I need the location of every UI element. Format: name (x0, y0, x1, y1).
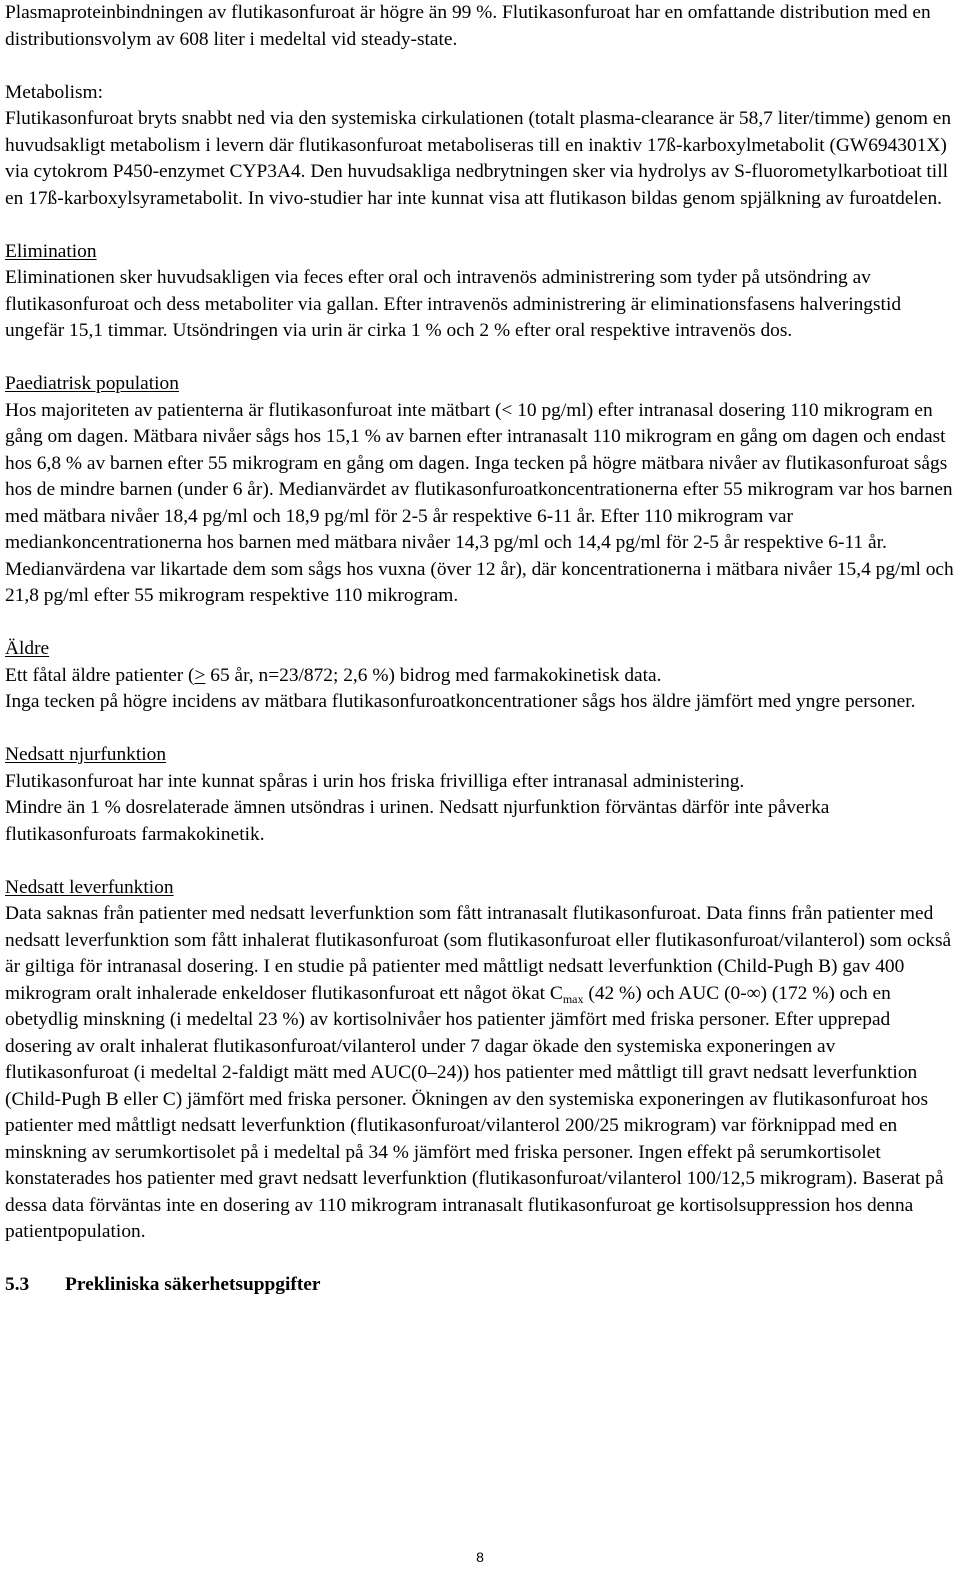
pediatric-paragraph: Hos majoriteten av patienterna är flutikasonfuroat inte mätbart (< 10 pg/ml) efter intranasal dosering 110 mikrogram en gång om dagen. Mätbara nivåer sågs hos 15,1 % av barnen efter intranasalt 110 mikrogram en gång om dagen och endast hos 6,8 % av barnen efter 55 mikrogram en gång om dagen. Inga tecken på högre mätbara nivåer av flutikasonfuroat sågs hos de mindre barnen (under 6 år). Medianvärdet av flutikasonfuroatkoncentrationerna efter 55 mikrogram var hos barnen med mätbara nivåer 18,4 pg/ml och 18,9 pg/ml för 2-5 år respektive 6-11 år. Efter 110 mikrogram var mediankoncentrationerna hos barnen med mätbara nivåer 14,3 pg/ml och 14,4 pg/ml för 2-5 år respektive 6-11 år. Medianvärdena var likartade dem som sågs hos vuxna (över 12 år), där koncentrationerna i mätbara nivåer 15,4 pg/ml och 21,8 pg/ml efter 55 mikrogram respektive 110 mikrogram. (5, 399, 954, 606)
greater-or-equal-sign: > (194, 664, 206, 686)
renal-line2: Mindre än 1 % dosrelaterade ämnen utsöndras i urinen. Nedsatt njurfunktion förväntas därför inte påverka flutikasonfuroats farmakokinetik. (5, 797, 830, 845)
spacer (5, 716, 955, 743)
elimination-paragraph: Eliminationen sker huvudsakligen via feces efter oral och intravenös administrering som tyder på utsöndring av flutikasonfuroat och dess metaboliter via gallan. Efter intravenös administrering är eliminationsfasens halveringstid ungefär 15,1 timmar. Utsöndringen via urin är cirka 1 % och 2 % efter oral respektive intravenös dos. (5, 267, 902, 341)
infinity-symbol: ∞ (746, 982, 761, 1004)
section-title: Prekliniska säkerhetsuppgifter (65, 1274, 321, 1295)
metabolism-paragraph: Flutikasonfuroat bryts snabbt ned via den systemiska cirkulationen (totalt plasma-clearance är 58,7 liter/timme) genom en huvudsakligt metabolism i levern där flutikasonfuroat metaboliseras till en inaktiv 17ß-karboxylmetabolit (GW694301X) via cytokrom P450-enzymet CYP3A4. Den huvudsakliga nedbrytningen sker via hydrolys av S-fluorometylkarbotioat till en 17ß-karboxylsyrametabolit. In vivo-studier har inte kunnat visa att flutikason bildas genom spjälkning av furoatdelen. (5, 108, 952, 209)
distribution-paragraph: Plasmaproteinbindningen av flutikasonfuroat är högre än 99 %. Flutikasonfuroat har en omfattande distribution med en distributionsvolym av 608 liter i medeltal vid steady-state. (5, 2, 931, 50)
elderly-line1-end: 65 år, n=23/872; 2,6 %) bidrog med farmakokinetisk data. (205, 664, 662, 686)
renal-line1: Flutikasonfuroat har inte kunnat spåras i urin hos friska frivilliga efter intranasal administering. (5, 770, 745, 792)
page-number: 8 (476, 1549, 484, 1565)
spacer (5, 212, 955, 239)
elderly-heading: Äldre (5, 638, 50, 659)
hepatic-heading: Nedsatt leverfunktion (5, 876, 174, 898)
spacer (5, 610, 955, 637)
spacer (5, 848, 955, 875)
elderly-line1-start: Ett fåtal äldre patienter ( (5, 664, 195, 686)
document-page (5, 0, 955, 1299)
elderly-line2: Inga tecken på högre incidens av mätbara flutikasonfuroatkoncentrationer sågs hos äldre jämfört med yngre personer. (5, 691, 916, 712)
metabolism-heading: Metabolism: (5, 81, 104, 103)
pediatric-heading: Paediatrisk population (5, 373, 179, 394)
section-heading (5, 1272, 955, 1299)
spacer (5, 53, 955, 80)
hepatic-text-end: ) (172 %) och en obetydlig minskning (i medeltal 23 %) av kortisolnivåer hos patienter jämfört med friska personer. Efter upprepad dosering av oralt inhalerat flutikasonfuroat/vilanterol under 7 dagar ökade den systemiska exponeringen av flutikasonfuroat (i medeltal 2-faldigt mätt med AUC(0–24)) hos patienter med måttligt till gravt nedsatt leverfunktion (Child-Pugh B eller C) jämfört med friska personer. Ökningen av den systemiska exponeringen av flutikasonfuroat hos patienter med måttligt nedsatt leverfunktion (flutikasonfuroat/vilanterol 200/25 mikrogram) var förknippad med en minskning av serumkortisolet på i medeltal på 34 % jämfört med friska personer. Ingen effekt på serumkortisolet konstaterades hos patienter med gravt nedsatt leverfunktion (flutikasonfuroat/vilanterol 100/12,5 mikrogram). Baserat på dessa data förväntas inte en dosering av 110 mikrogram intranasalt flutikasonfuroat ge kortisolsuppression hos denna patientpopulation. (5, 982, 944, 1242)
hepatic-text-start: Data saknas från patienter med nedsatt leverfunktion som fått intranasalt flutikasonfuroat. Data finns från patienter med nedsatt leverfunktion som fått inhalerat flutikasonfuroat (som flutikasonfuroat eller flutikasonfuroat/vilanterol) som också är giltiga för intranasal dosering. I en studie på patienter med måttligt nedsatt leverfunktion (Child-Pugh B) gav 400 mikrogram oralt inhalerade enkeldoser flutikasonfuroat ett något ökat C (5, 903, 952, 1004)
cmax-subscript: max (562, 991, 584, 1006)
renal-heading: Nedsatt njurfunktion (5, 744, 167, 765)
spacer (5, 1246, 955, 1273)
elderly-line1 (5, 663, 955, 690)
spacer (5, 345, 955, 372)
elimination-heading: Elimination (5, 240, 97, 262)
hepatic-paragraph (5, 901, 955, 1246)
hepatic-text-auc: (42 %) och AUC (0- (583, 982, 747, 1004)
section-number: 5.3 (5, 1274, 30, 1295)
